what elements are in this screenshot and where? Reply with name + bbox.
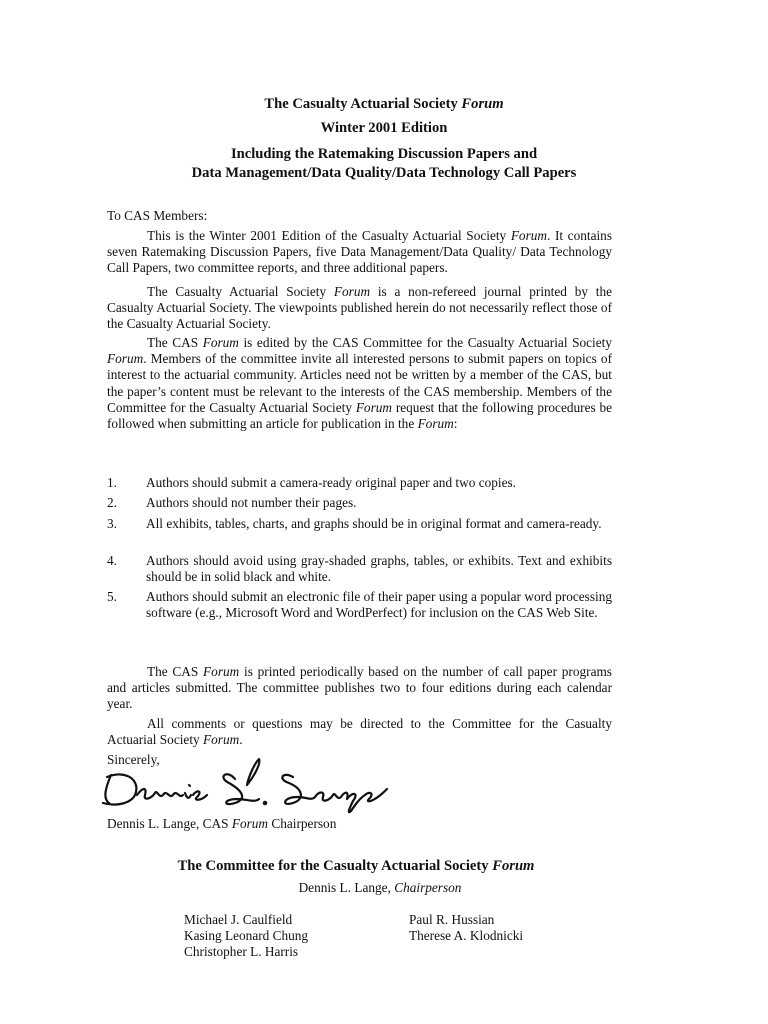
committee-member: Paul R. Hussian bbox=[409, 912, 495, 927]
subtitle-line-2: Data Management/Data Quality/Data Technology Call Papers bbox=[191, 165, 577, 181]
paragraph-frequency: The CAS Forum is printed periodically based on the number of call paper programs and articles submitted. The committee publishes two to four editions during each calendar year. bbox=[107, 664, 612, 712]
committee-member: Christopher L. Harris bbox=[184, 944, 299, 960]
paragraph-contact: All comments or questions may be directed to the Committee for the Casualty Actuarial Society Forum. bbox=[107, 716, 612, 748]
paragraph-intro: This is the Winter 2001 Edition of the Casualty Actuarial Society Forum. It contains seven Ratemaking Discussion Papers, five Data Management/Data Quality/ Data Technology Call Papers, two committee reports, and three additional papers. bbox=[107, 228, 612, 276]
journal-title: The Casualty Actuarial Society Forum bbox=[264, 96, 504, 112]
committee-member: Kasing Leonard Chung bbox=[184, 928, 309, 944]
subtitle-line-1: Including the Ratemaking Discussion Papers and bbox=[230, 146, 538, 162]
list-item-number: 3. bbox=[107, 516, 117, 531]
committee-member: Therese A. Klodnicki bbox=[409, 928, 524, 944]
salutation: To CAS Members: bbox=[107, 208, 208, 223]
list-item-text: Authors should avoid using gray-shaded graphs, tables, or exhibits. Text and exhibits should be in solid black and white. bbox=[146, 553, 612, 585]
committee-members-left bbox=[184, 912, 308, 961]
list-item-number: 2. bbox=[107, 495, 117, 510]
paragraph-submissions: The CAS Forum is edited by the CAS Committee for the Casualty Actuarial Society Forum. Members of the committee invite all interested persons to submit papers on topics of interest to the actuarial community. Articles need not be written by a member of the CAS, but the paper’s content must be relevant to the interests of the CAS membership. Members of the Committee for the Casualty Actuarial Society Forum request that the following procedures be followed when submitting an article for publication in the Forum: bbox=[107, 335, 612, 432]
list-item-text: Authors should submit a camera-ready original paper and two copies. bbox=[146, 475, 516, 490]
edition-title: Winter 2001 Edition bbox=[320, 120, 448, 136]
committee-members-right bbox=[409, 912, 523, 944]
paragraph-disclaimer: The Casualty Actuarial Society Forum is a non-refereed journal printed by the Casualty Actuarial Society. The viewpoints published herein do not necessarily reflect those of the Casualty Actuarial Society. bbox=[107, 284, 612, 332]
list-item-text: Authors should not number their pages. bbox=[146, 495, 357, 510]
list-item-number: 5. bbox=[107, 589, 117, 604]
list-item-text: Authors should submit an electronic file of their paper using a popular word processing software (e.g., Microsoft Word and WordPerfect) for inclusion on the CAS Web Site. bbox=[146, 589, 612, 621]
closing: Sincerely, bbox=[107, 752, 160, 767]
list-item-number: 4. bbox=[107, 553, 117, 568]
committee-member: Michael J. Caulfield bbox=[184, 912, 293, 927]
committee-title: The Committee for the Casualty Actuarial Society Forum bbox=[177, 858, 535, 874]
list-item-number: 1. bbox=[107, 475, 117, 490]
list-item-text: All exhibits, tables, charts, and graphs should be in original format and camera-ready. bbox=[146, 516, 602, 531]
signer-line: Dennis L. Lange, CAS Forum Chairperson bbox=[107, 816, 337, 831]
signature bbox=[97, 755, 397, 817]
committee-chair: Dennis L. Lange, Chairperson bbox=[298, 880, 462, 895]
